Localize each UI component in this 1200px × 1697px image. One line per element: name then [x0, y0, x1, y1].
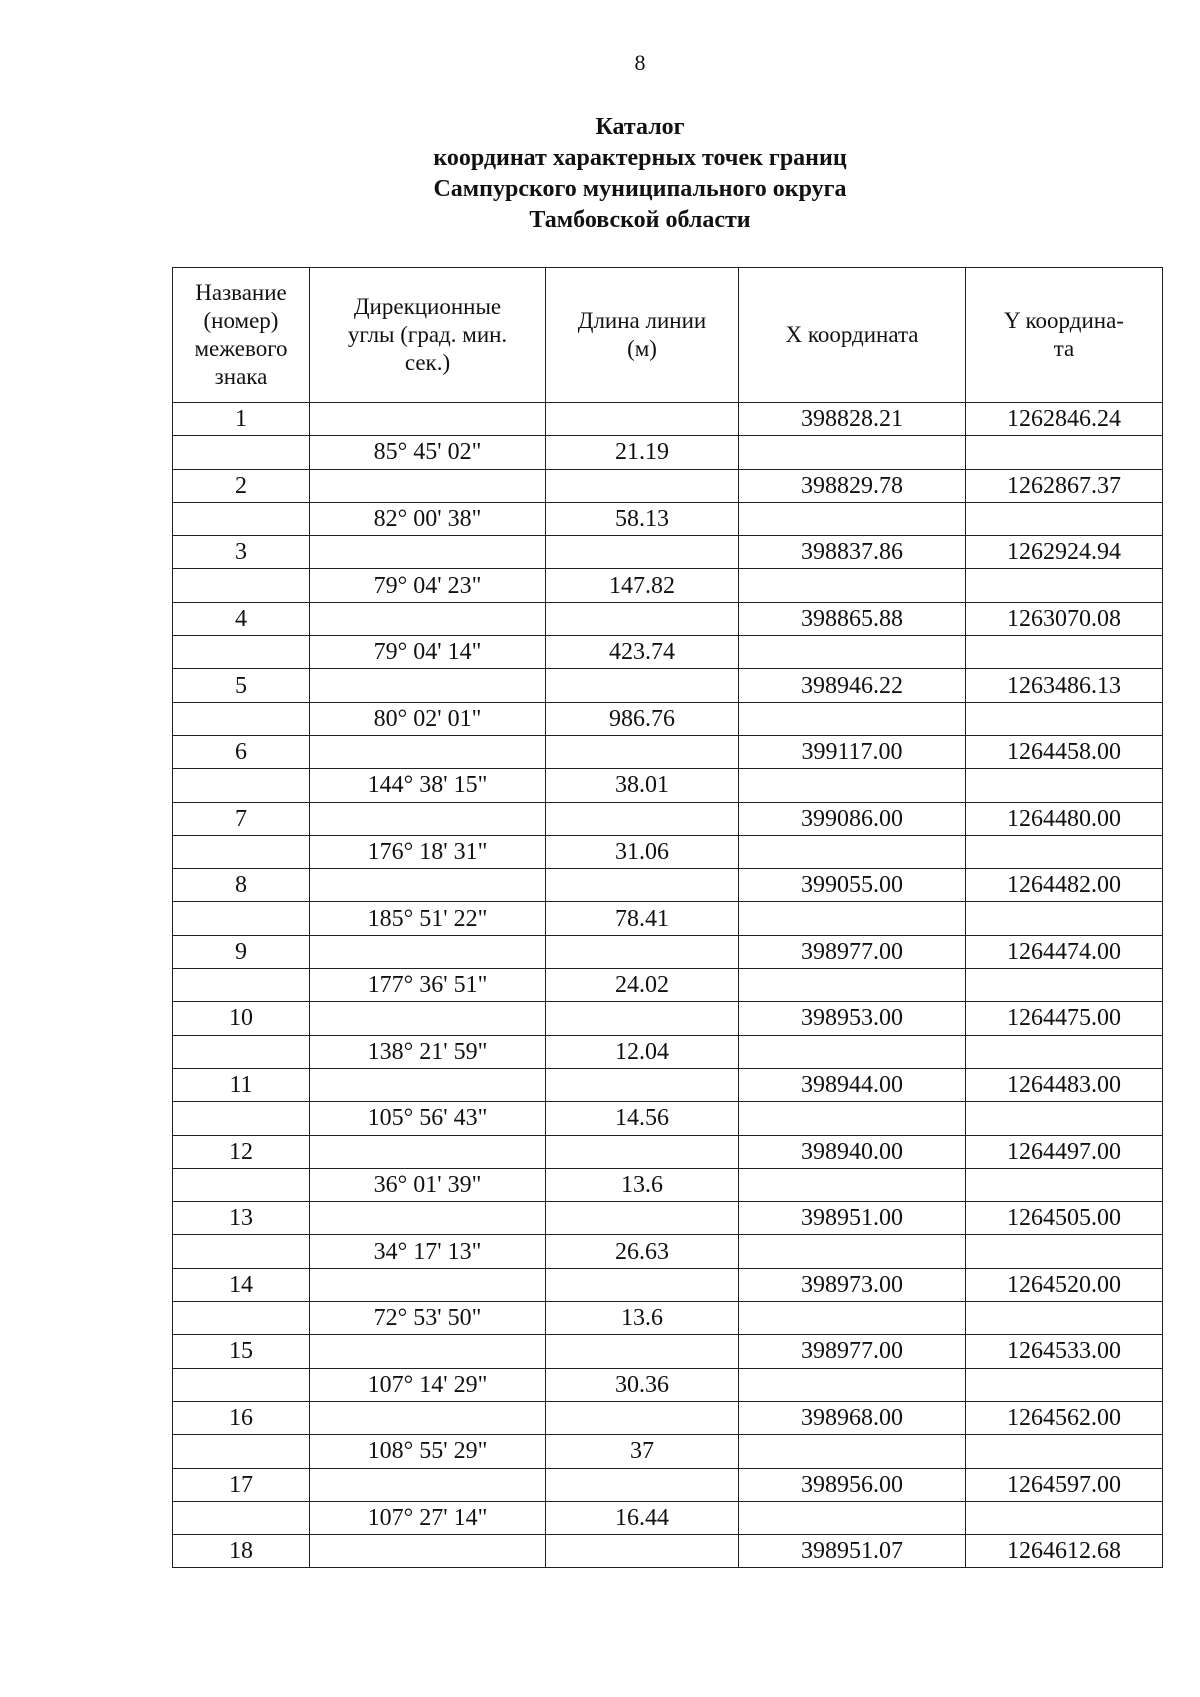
header-line: Дирекционные [353, 294, 502, 319]
table-row-point [173, 469, 1163, 502]
cell-length [546, 1468, 739, 1501]
header-line: та [1053, 336, 1075, 361]
cell-y: 1262924.94 [966, 536, 1163, 569]
cell-name: 17 [173, 1468, 310, 1501]
cell-length: 30.36 [546, 1368, 739, 1401]
cell-y [966, 1501, 1163, 1534]
table-row-point [173, 802, 1163, 835]
title-line: Сампурского муниципального округа [433, 176, 847, 202]
cell-length [546, 403, 739, 436]
cell-y [966, 702, 1163, 735]
table-row-segment [173, 636, 1163, 669]
header-line: Название [195, 280, 287, 305]
cell-length: 37 [546, 1435, 739, 1468]
cell-y: 1264480.00 [966, 802, 1163, 835]
cell-x: 398944.00 [739, 1068, 966, 1101]
header-line: Длина линии [577, 308, 707, 333]
cell-name: 11 [173, 1068, 310, 1101]
cell-y: 1263070.08 [966, 602, 1163, 635]
table-row-segment [173, 1168, 1163, 1201]
cell-length: 12.04 [546, 1035, 739, 1068]
cell-length [546, 1068, 739, 1101]
cell-x: 398953.00 [739, 1002, 966, 1035]
table-body [173, 403, 1163, 1568]
cell-name [173, 1235, 310, 1268]
cell-angle: 79° 04' 23" [310, 569, 546, 602]
cell-angle [310, 1401, 546, 1434]
cell-x: 399055.00 [739, 869, 966, 902]
table-row-point [173, 602, 1163, 635]
table-row-point [173, 669, 1163, 702]
table-row-point [173, 935, 1163, 968]
header-line: углы (град. мин. [347, 322, 508, 347]
cell-name [173, 1435, 310, 1468]
cell-x: 398977.00 [739, 935, 966, 968]
cell-name [173, 1035, 310, 1068]
header-line: знака [214, 364, 268, 389]
header-line: (номер) [203, 308, 279, 333]
cell-length: 58.13 [546, 502, 739, 535]
cell-angle: 80° 02' 01" [310, 702, 546, 735]
table-row-segment [173, 969, 1163, 1002]
coordinates-table [172, 267, 1163, 1568]
cell-name [173, 1102, 310, 1135]
cell-name: 8 [173, 869, 310, 902]
cell-x: 398968.00 [739, 1401, 966, 1434]
table-row-point [173, 1135, 1163, 1168]
cell-x: 399086.00 [739, 802, 966, 835]
cell-name: 3 [173, 536, 310, 569]
cell-length [546, 669, 739, 702]
cell-name: 6 [173, 735, 310, 768]
cell-x: 398951.07 [739, 1535, 966, 1568]
cell-name: 2 [173, 469, 310, 502]
cell-x [739, 1168, 966, 1201]
cell-y: 1264520.00 [966, 1268, 1163, 1301]
cell-x: 398828.21 [739, 403, 966, 436]
table-row-point [173, 735, 1163, 768]
table-row-point [173, 1068, 1163, 1101]
cell-angle: 107° 14' 29" [310, 1368, 546, 1401]
cell-angle [310, 869, 546, 902]
cell-y: 1264597.00 [966, 1468, 1163, 1501]
cell-angle [310, 1135, 546, 1168]
table-row-point [173, 1335, 1163, 1368]
table-row-segment [173, 1435, 1163, 1468]
cell-x: 398940.00 [739, 1135, 966, 1168]
cell-length [546, 1401, 739, 1434]
cell-y: 1264505.00 [966, 1202, 1163, 1235]
cell-name [173, 769, 310, 802]
cell-x [739, 969, 966, 1002]
cell-length [546, 469, 739, 502]
cell-length: 21.19 [546, 436, 739, 469]
cell-x: 398837.86 [739, 536, 966, 569]
cell-angle: 36° 01' 39" [310, 1168, 546, 1201]
cell-length: 16.44 [546, 1501, 739, 1534]
cell-name: 12 [173, 1135, 310, 1168]
table-row-point [173, 403, 1163, 436]
cell-length: 31.06 [546, 835, 739, 868]
cell-y: 1263486.13 [966, 669, 1163, 702]
cell-name [173, 835, 310, 868]
cell-x [739, 702, 966, 735]
cell-x: 398829.78 [739, 469, 966, 502]
cell-angle: 85° 45' 02" [310, 436, 546, 469]
cell-x: 398865.88 [739, 602, 966, 635]
table-row-segment [173, 569, 1163, 602]
cell-y [966, 1035, 1163, 1068]
cell-x: 398977.00 [739, 1335, 966, 1368]
table-row-point [173, 1268, 1163, 1301]
cell-angle [310, 1335, 546, 1368]
cell-name: 1 [173, 403, 310, 436]
cell-name: 7 [173, 802, 310, 835]
cell-x [739, 902, 966, 935]
table-row-segment [173, 702, 1163, 735]
table-row-segment [173, 1035, 1163, 1068]
table-row-segment [173, 902, 1163, 935]
table-row-point [173, 869, 1163, 902]
cell-x: 398973.00 [739, 1268, 966, 1301]
cell-name: 4 [173, 602, 310, 635]
cell-name [173, 436, 310, 469]
cell-name [173, 1302, 310, 1335]
cell-name: 9 [173, 935, 310, 968]
cell-x [739, 436, 966, 469]
cell-angle [310, 403, 546, 436]
cell-x [739, 1102, 966, 1135]
header-length [546, 268, 739, 403]
cell-x [739, 1501, 966, 1534]
table-row-segment [173, 436, 1163, 469]
cell-angle [310, 469, 546, 502]
cell-angle: 108° 55' 29" [310, 1435, 546, 1468]
cell-y: 1264474.00 [966, 935, 1163, 968]
header-line: X координата [785, 322, 919, 347]
cell-x: 399117.00 [739, 735, 966, 768]
cell-y [966, 1302, 1163, 1335]
cell-length [546, 869, 739, 902]
cell-x: 398951.00 [739, 1202, 966, 1235]
header-y [966, 268, 1163, 403]
table-row-segment [173, 1102, 1163, 1135]
cell-angle [310, 802, 546, 835]
title-line: Каталог [595, 114, 685, 140]
cell-angle [310, 1068, 546, 1101]
cell-name [173, 902, 310, 935]
cell-angle [310, 1268, 546, 1301]
cell-name: 5 [173, 669, 310, 702]
cell-angle: 82° 00' 38" [310, 502, 546, 535]
cell-x [739, 1302, 966, 1335]
cell-angle: 185° 51' 22" [310, 902, 546, 935]
cell-x [739, 1035, 966, 1068]
cell-name: 16 [173, 1401, 310, 1434]
cell-name: 14 [173, 1268, 310, 1301]
cell-length [546, 1335, 739, 1368]
cell-angle [310, 602, 546, 635]
cell-y [966, 1168, 1163, 1201]
cell-y: 1264612.68 [966, 1535, 1163, 1568]
cell-angle: 144° 38' 15" [310, 769, 546, 802]
cell-name [173, 1168, 310, 1201]
cell-length [546, 735, 739, 768]
cell-name [173, 969, 310, 1002]
table-row-point [173, 1202, 1163, 1235]
table-row-point [173, 536, 1163, 569]
cell-y: 1262846.24 [966, 403, 1163, 436]
cell-angle: 138° 21' 59" [310, 1035, 546, 1068]
cell-length [546, 536, 739, 569]
cell-x [739, 1435, 966, 1468]
cell-x: 398946.22 [739, 669, 966, 702]
cell-length: 38.01 [546, 769, 739, 802]
cell-length: 14.56 [546, 1102, 739, 1135]
title-line: Тамбовской области [529, 207, 751, 233]
cell-y [966, 636, 1163, 669]
cell-y [966, 1368, 1163, 1401]
cell-length [546, 1135, 739, 1168]
cell-y [966, 1235, 1163, 1268]
table-row-point [173, 1401, 1163, 1434]
cell-length [546, 602, 739, 635]
cell-length [546, 1535, 739, 1568]
cell-y [966, 502, 1163, 535]
header-line: межевого [194, 336, 288, 361]
cell-x [739, 1368, 966, 1401]
table-row-segment [173, 1235, 1163, 1268]
table-header-row [173, 268, 1163, 403]
cell-name [173, 1501, 310, 1534]
cell-angle [310, 536, 546, 569]
table-row-point [173, 1468, 1163, 1501]
cell-length [546, 1202, 739, 1235]
cell-length [546, 935, 739, 968]
cell-y: 1264562.00 [966, 1401, 1163, 1434]
cell-x [739, 1235, 966, 1268]
cell-y [966, 902, 1163, 935]
header-x [739, 268, 966, 403]
cell-y [966, 835, 1163, 868]
cell-x: 398956.00 [739, 1468, 966, 1501]
cell-length: 13.6 [546, 1302, 739, 1335]
table-row-segment [173, 1501, 1163, 1534]
cell-angle [310, 1202, 546, 1235]
cell-angle: 176° 18' 31" [310, 835, 546, 868]
header-line: сек.) [404, 350, 451, 375]
header-line: (м) [627, 336, 657, 361]
cell-y: 1264497.00 [966, 1135, 1163, 1168]
cell-name [173, 636, 310, 669]
header-angle [310, 268, 546, 403]
cell-name [173, 702, 310, 735]
cell-x [739, 636, 966, 669]
cell-angle: 105° 56' 43" [310, 1102, 546, 1135]
cell-y [966, 1102, 1163, 1135]
table-row-segment [173, 769, 1163, 802]
cell-y: 1264475.00 [966, 1002, 1163, 1035]
cell-name: 15 [173, 1335, 310, 1368]
header-line: Y координа- [1004, 308, 1124, 333]
table-row-point [173, 1535, 1163, 1568]
cell-length: 147.82 [546, 569, 739, 602]
cell-x [739, 769, 966, 802]
cell-angle: 34° 17' 13" [310, 1235, 546, 1268]
cell-angle [310, 1002, 546, 1035]
cell-x [739, 569, 966, 602]
table-row-segment [173, 835, 1163, 868]
cell-angle: 177° 36' 51" [310, 969, 546, 1002]
cell-y [966, 1435, 1163, 1468]
cell-y: 1262867.37 [966, 469, 1163, 502]
cell-x [739, 502, 966, 535]
cell-angle: 107° 27' 14" [310, 1501, 546, 1534]
cell-angle [310, 1468, 546, 1501]
cell-angle [310, 935, 546, 968]
cell-name [173, 1368, 310, 1401]
cell-length: 26.63 [546, 1235, 739, 1268]
cell-y: 1264482.00 [966, 869, 1163, 902]
page-number: 8 [634, 50, 646, 75]
cell-length: 24.02 [546, 969, 739, 1002]
cell-angle: 72° 53' 50" [310, 1302, 546, 1335]
cell-angle [310, 1535, 546, 1568]
table-row-segment [173, 1302, 1163, 1335]
cell-length [546, 1268, 739, 1301]
cell-name: 18 [173, 1535, 310, 1568]
cell-y [966, 969, 1163, 1002]
cell-y [966, 769, 1163, 802]
cell-length [546, 802, 739, 835]
cell-y [966, 569, 1163, 602]
cell-name [173, 502, 310, 535]
document-title [40, 112, 1200, 236]
cell-angle [310, 669, 546, 702]
cell-y: 1264533.00 [966, 1335, 1163, 1368]
cell-name: 10 [173, 1002, 310, 1035]
cell-angle [310, 735, 546, 768]
cell-x [739, 835, 966, 868]
cell-y [966, 436, 1163, 469]
title-line: координат характерных точек границ [433, 145, 847, 171]
cell-y: 1264483.00 [966, 1068, 1163, 1101]
cell-name [173, 569, 310, 602]
cell-length: 986.76 [546, 702, 739, 735]
cell-length: 13.6 [546, 1168, 739, 1201]
cell-angle: 79° 04' 14" [310, 636, 546, 669]
table-row-segment [173, 1368, 1163, 1401]
cell-length: 78.41 [546, 902, 739, 935]
cell-length [546, 1002, 739, 1035]
table-row-segment [173, 502, 1163, 535]
cell-name: 13 [173, 1202, 310, 1235]
cell-length: 423.74 [546, 636, 739, 669]
table-row-point [173, 1002, 1163, 1035]
cell-y: 1264458.00 [966, 735, 1163, 768]
header-name [173, 268, 310, 403]
